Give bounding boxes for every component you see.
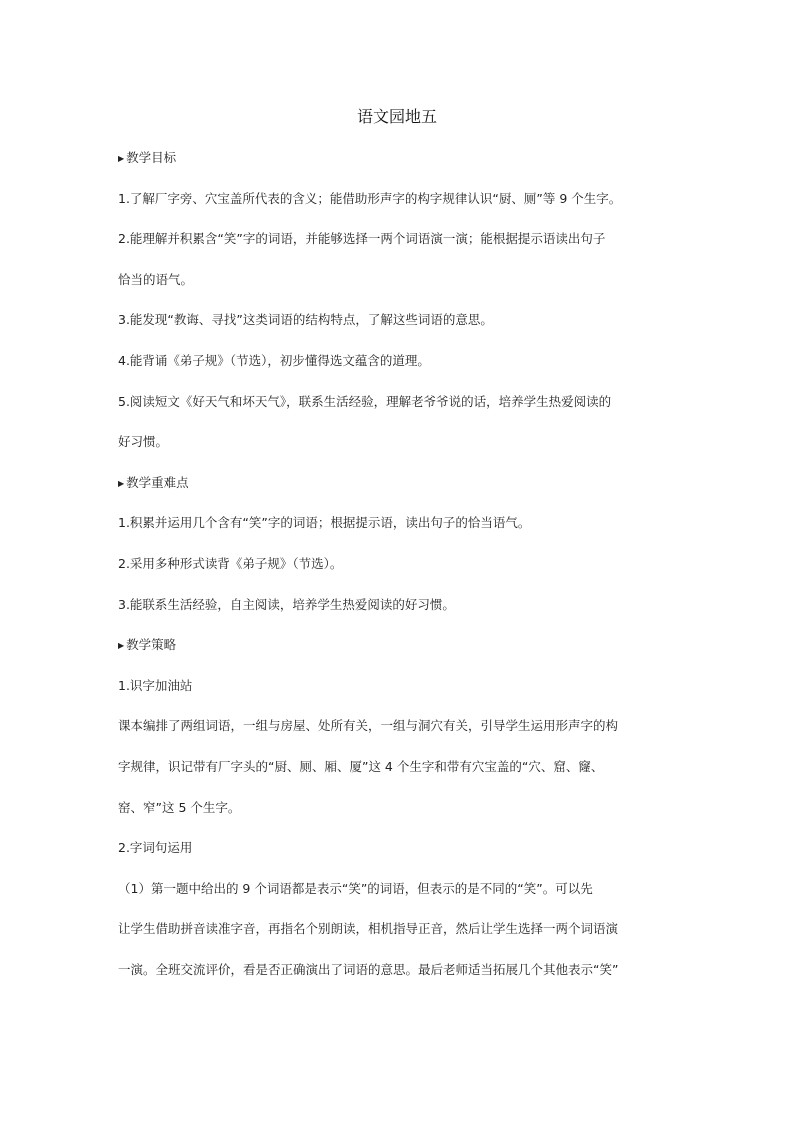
- line-text: 教学重难点: [126, 474, 189, 490]
- line-text: （1）第一题中给出的 9 个词语都是表示“笑”的词语，但表示的是不同的“笑”。可以先: [118, 880, 593, 896]
- line-text: 让学生借助拼音读准字音，再指名个别朗读，相机指导正音，然后让学生选择一两个词语演: [118, 921, 619, 937]
- triangle-bullet-icon: ▶: [118, 154, 125, 163]
- line-text: 一演。全班交流评价，看是否正确演出了词语的意思。最后老师适当拓展几个其他表示“笑”: [118, 961, 619, 977]
- paragraph-line: [118, 513, 684, 533]
- triangle-bullet-icon: ▶: [118, 641, 125, 651]
- paragraph-line: [118, 595, 684, 615]
- paragraph-line: [118, 716, 684, 736]
- paragraph-line: [118, 838, 684, 858]
- line-text: 2.采用多种形式读背《弟子规》（节选）。: [118, 555, 343, 571]
- line-text: 1.识字加油站: [118, 677, 193, 693]
- paragraph-line: [118, 879, 684, 899]
- line-text: 1.积累并运用几个含有“笑”字的词语；根据提示语，读出句子的恰当语气。: [118, 515, 531, 531]
- line-text: 4.能背诵《弟子规》（节选），初步懂得选文蕴含的道理。: [118, 352, 430, 368]
- section-heading: [118, 473, 684, 493]
- paragraph-line: [118, 798, 684, 818]
- line-text: 窑、窄”这 5 个生字。: [118, 799, 241, 815]
- paragraph-line: [118, 757, 684, 777]
- paragraph-line: [118, 392, 684, 412]
- section-heading: [118, 148, 684, 168]
- line-text: 5.阅读短文《好天气和坏天气》，联系生活经验，理解老爷爷说的话，培养学生热爱阅读的: [118, 393, 612, 409]
- paragraph-line: [118, 960, 684, 980]
- line-text: 2.能理解并积累含“笑”字的词语，并能够选择一两个词语演一演；能根据提示语读出句子: [118, 231, 606, 247]
- paragraph-line: [118, 554, 684, 574]
- paragraph-line: [118, 310, 684, 330]
- line-text: 教学策略: [126, 637, 177, 653]
- document-body: [118, 148, 684, 1000]
- line-text: 字规律，识记带有厂字头的“厨、厕、厢、厦”这 4 个生字和带有穴宝盖的“穴、窟、窿、: [118, 758, 604, 774]
- line-text: 恰当的语气。: [118, 271, 194, 287]
- section-heading: [118, 635, 684, 655]
- paragraph-line: [118, 270, 684, 290]
- line-text: 3.能联系生活经验，自主阅读，培养学生热爱阅读的好习惯。: [118, 596, 455, 612]
- paragraph-line: [118, 351, 684, 371]
- paragraph-line: [118, 919, 684, 939]
- line-text: 3.能发现“教诲、寻找”这类词语的结构特点，了解这些词语的意思。: [118, 312, 493, 328]
- triangle-bullet-icon: ▶: [118, 478, 125, 488]
- document-title: 语文园地五: [356, 107, 437, 126]
- line-text: 课本编排了两组词语，一组与房屋、处所有关，一组与洞穴有关，引导学生运用形声字的构: [118, 718, 619, 734]
- paragraph-line: [118, 229, 684, 249]
- line-text: 教学目标: [126, 150, 177, 165]
- line-text: 好习惯。: [118, 434, 169, 450]
- paragraph-line: [118, 189, 684, 209]
- paragraph-line: [118, 432, 684, 452]
- paragraph-line: [118, 676, 684, 696]
- line-text: 1.了解厂字旁、穴宝盖所代表的含义；能借助形声字的构字规律认识“厨、厕”等 9 个生字。: [118, 190, 622, 206]
- line-text: 2.字词句运用: [118, 840, 193, 856]
